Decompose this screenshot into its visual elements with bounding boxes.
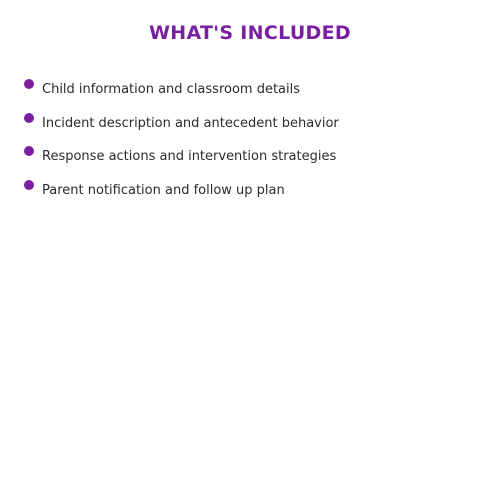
bullet-dot-icon xyxy=(24,146,34,156)
list-item xyxy=(24,76,339,110)
bullet-dot-icon xyxy=(24,113,34,123)
list-item-label: Response actions and intervention strategies xyxy=(42,149,337,164)
list-item-label: Incident description and antecedent behavior xyxy=(42,115,339,131)
bullet-dot-icon xyxy=(24,79,34,89)
list-item xyxy=(24,110,339,144)
list-item-label: Parent notification and follow up plan xyxy=(42,182,285,198)
page-title: WHAT'S INCLUDED xyxy=(149,22,351,44)
bullet-dot-icon xyxy=(24,180,34,190)
included-list xyxy=(24,76,339,210)
list-item-label: Child information and classroom details xyxy=(42,82,301,97)
list-item xyxy=(24,143,339,177)
list-item xyxy=(24,177,339,211)
